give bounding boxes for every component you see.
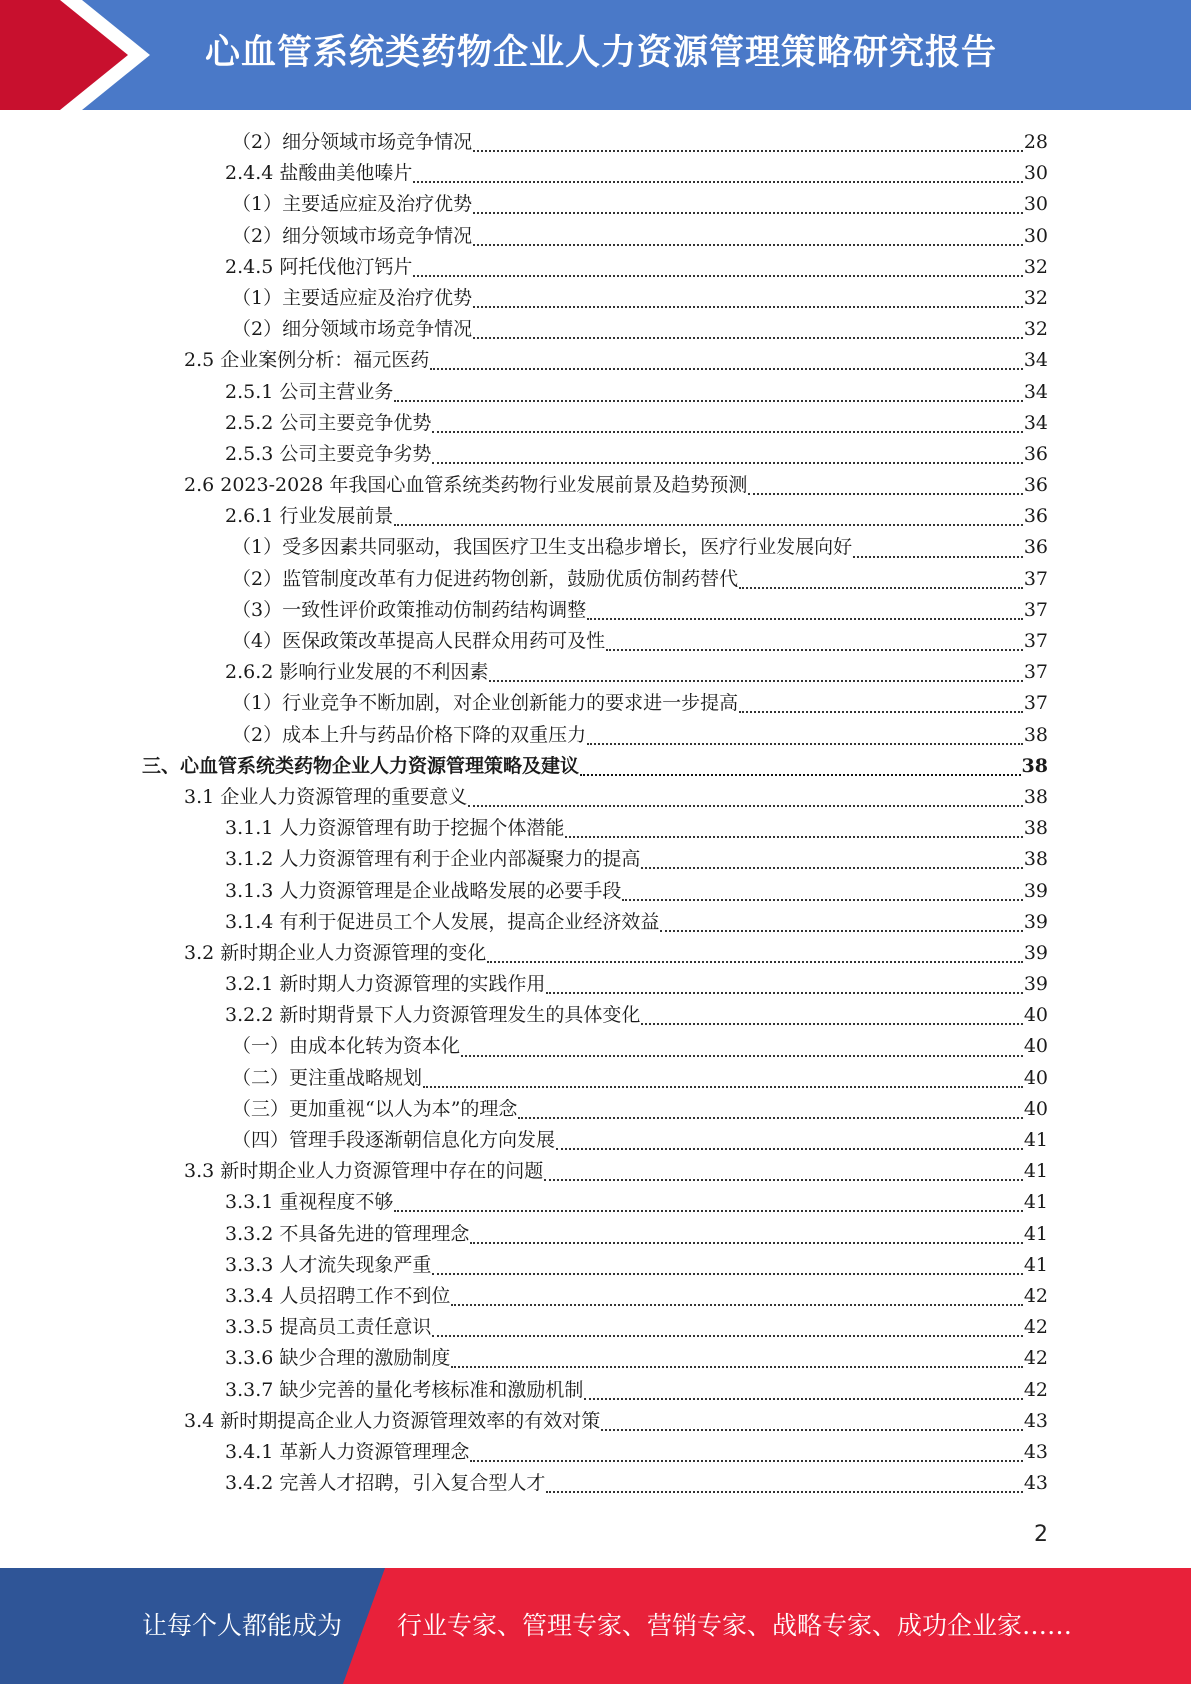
toc-dot-leader <box>451 1365 1022 1368</box>
toc-entry-page: 41 <box>1023 1191 1048 1214</box>
toc-entry-page: 36 <box>1023 505 1048 528</box>
toc-dot-leader <box>641 1022 1022 1025</box>
toc-entry[interactable] <box>0 844 1191 875</box>
toc-entry[interactable] <box>0 1031 1191 1062</box>
toc-dot-leader <box>622 898 1022 901</box>
toc-dot-leader <box>451 1303 1022 1306</box>
toc-entry-page: 40 <box>1023 1035 1048 1058</box>
toc-entry[interactable] <box>0 1250 1191 1281</box>
toc-entry[interactable] <box>0 626 1191 657</box>
toc-entry[interactable] <box>0 1187 1191 1218</box>
toc-entry[interactable] <box>0 283 1191 314</box>
toc-entry-title: 3.4.2 完善人才招聘，引入复合型人才 <box>225 1472 546 1495</box>
toc-entry-page: 42 <box>1023 1316 1048 1339</box>
toc-dot-leader <box>468 804 1023 807</box>
toc-entry-page: 41 <box>1023 1222 1048 1245</box>
toc-entry-title: （2）细分领域市场竞争情况 <box>232 131 473 153</box>
toc-dot-leader <box>584 1397 1022 1400</box>
toc-dot-leader <box>473 336 1023 339</box>
toc-dot-leader <box>565 835 1022 838</box>
toc-entry-title: 2.5.3 公司主要竞争劣势 <box>225 442 432 465</box>
toc-dot-leader <box>432 1334 1022 1337</box>
toc-entry-page: 42 <box>1023 1284 1048 1307</box>
toc-dot-leader <box>394 1209 1022 1212</box>
toc-entry-title: 3.1.3 人力资源管理是企业战略发展的必要手段 <box>225 879 622 902</box>
toc-entry-title: 3.2.2 新时期背景下人力资源管理发生的具体变化 <box>225 1004 641 1027</box>
toc-entry-title: 3.3.6 缺少合理的激励制度 <box>225 1347 451 1370</box>
toc-entry-page: 37 <box>1023 692 1048 715</box>
toc-entry-page: 40 <box>1023 1097 1048 1120</box>
toc-entry[interactable] <box>0 221 1191 252</box>
toc-entry-title: 2.5.2 公司主要竞争优势 <box>225 411 432 434</box>
toc-dot-leader <box>546 991 1022 994</box>
toc-entry-page: 36 <box>1023 442 1048 465</box>
toc-entry-title: 3.3.3 人才流失现象严重 <box>225 1253 432 1276</box>
toc-dot-leader <box>489 679 1022 682</box>
toc-entry-page: 32 <box>1023 286 1048 309</box>
toc-entry[interactable] <box>0 1156 1191 1187</box>
toc-entry-page: 41 <box>1023 1253 1048 1276</box>
toc-entry-page: 30 <box>1023 162 1048 185</box>
toc-entry-title: （2）细分领域市场竞争情况 <box>232 224 473 247</box>
toc-entry[interactable] <box>0 1406 1191 1437</box>
toc-dot-leader <box>470 1459 1022 1462</box>
toc-dot-leader <box>423 1085 1023 1088</box>
toc-entry-title: 3.1.1 人力资源管理有助于挖掘个体潜能 <box>225 817 565 840</box>
toc-dot-leader <box>580 773 1021 776</box>
toc-entry-title: （3）一致性评价政策推动仿制药结构调整 <box>232 598 587 621</box>
toc-dot-leader <box>432 461 1022 464</box>
toc-entry-title: （2）成本上升与药品价格下降的双重压力 <box>232 723 587 746</box>
toc-dot-leader <box>739 586 1023 589</box>
toc-dot-leader <box>518 1116 1022 1119</box>
toc-entry-page: 43 <box>1023 1409 1048 1432</box>
toc-entry[interactable] <box>0 813 1191 844</box>
report-title: 心血管系统类药物企业人力资源管理策略研究报告 <box>205 33 998 73</box>
toc-entry[interactable] <box>0 345 1191 376</box>
toc-entry-page: 38 <box>1023 723 1048 746</box>
toc-entry-title: （四）管理手段逐渐朝信息化方向发展 <box>232 1129 556 1151</box>
toc-entry-title: （一）由成本化转为资本化 <box>232 1035 461 1058</box>
toc-entry-title: 2.6 2023-2028 年我国心血管系统类药物行业发展前景及趋势预测 <box>184 474 748 497</box>
toc-entry-page: 43 <box>1023 1440 1048 1463</box>
toc-entry-page: 38 <box>1023 817 1048 840</box>
toc-entry[interactable] <box>0 782 1191 813</box>
toc-entry-title: 2.6.2 影响行业发展的不利因素 <box>225 661 489 684</box>
toc-dot-leader <box>473 149 1023 152</box>
toc-dot-leader <box>544 1178 1023 1181</box>
toc-entry-page: 37 <box>1023 661 1048 684</box>
toc-entry[interactable] <box>0 501 1191 532</box>
toc-entry[interactable] <box>0 720 1191 751</box>
page-number: 2 <box>1034 1522 1048 1547</box>
toc-dot-leader <box>748 492 1022 495</box>
toc-dot-leader <box>470 1241 1022 1244</box>
toc-entry[interactable] <box>0 127 1191 158</box>
toc-entry-title: （1）受多因素共同驱动，我国医疗卫生支出稳步增长，医疗行业发展向好 <box>232 536 853 559</box>
toc-entry-title: 3.3.1 重视程度不够 <box>225 1191 394 1214</box>
toc-dot-leader <box>413 274 1022 277</box>
toc-entry-page: 37 <box>1023 630 1048 652</box>
toc-entry[interactable] <box>0 1219 1191 1250</box>
toc-entry[interactable] <box>0 1312 1191 1343</box>
toc-entry-page: 41 <box>1023 1129 1048 1151</box>
toc-dot-leader <box>660 929 1022 932</box>
toc-entry-title: 2.6.1 行业发展前景 <box>225 505 394 528</box>
toc-entry-title: 3.3.5 提高员工责任意识 <box>225 1316 432 1339</box>
toc-entry[interactable] <box>0 1094 1191 1125</box>
toc-entry-title: 2.4.5 阿托伐他汀钙片 <box>225 255 413 278</box>
toc-entry[interactable] <box>0 158 1191 189</box>
toc-dot-leader <box>487 960 1023 963</box>
toc-dot-leader <box>473 305 1023 308</box>
toc-entry[interactable] <box>0 377 1191 408</box>
toc-dot-leader <box>739 710 1023 713</box>
toc-dot-leader <box>430 367 1023 370</box>
toc-dot-leader <box>473 243 1023 246</box>
toc-entry-page: 36 <box>1023 474 1048 497</box>
toc-entry-title: 2.4.4 盐酸曲美他嗪片 <box>225 162 413 185</box>
toc-entry-title: （三）更加重视“以人为本”的理念 <box>232 1097 518 1120</box>
toc-entry-title: 3.3.7 缺少完善的量化考核标准和激励机制 <box>225 1378 584 1401</box>
toc-dot-leader <box>473 211 1023 214</box>
toc-entry-page: 32 <box>1023 318 1048 341</box>
toc-dot-leader <box>461 1054 1023 1057</box>
toc-entry-page: 32 <box>1023 255 1048 278</box>
toc-entry-page: 39 <box>1023 910 1048 933</box>
toc-entry-title: 3.3.2 不具备先进的管理理念 <box>225 1222 470 1245</box>
toc-entry-title: 2.5.1 公司主营业务 <box>225 380 394 403</box>
toc-entry-page: 37 <box>1023 598 1048 621</box>
toc-entry-page: 43 <box>1023 1472 1048 1495</box>
toc-entry-title: 3.3 新时期企业人力资源管理中存在的问题 <box>184 1160 544 1183</box>
toc-entry-title: （1）主要适应症及治疗优势 <box>232 286 473 309</box>
toc-dot-leader <box>601 1428 1023 1431</box>
toc-dot-leader <box>394 399 1022 402</box>
footer-banner <box>0 1568 1191 1684</box>
toc-entry-page: 42 <box>1023 1347 1048 1370</box>
toc-entry-page: 41 <box>1023 1160 1048 1183</box>
toc-entry[interactable] <box>0 1000 1191 1031</box>
toc-entry[interactable] <box>0 1063 1191 1094</box>
toc-dot-leader <box>641 866 1022 869</box>
toc-entry-title: 3.2.1 新时期人力资源管理的实践作用 <box>225 973 546 996</box>
toc-entry-title: 3.2 新时期企业人力资源管理的变化 <box>184 941 487 964</box>
toc-entry[interactable] <box>0 907 1191 938</box>
toc-entry[interactable] <box>0 252 1191 283</box>
toc-entry[interactable] <box>0 938 1191 969</box>
toc-entry-page: 34 <box>1023 349 1048 372</box>
toc-entry-page: 34 <box>1023 411 1048 434</box>
toc-entry[interactable] <box>0 532 1191 563</box>
table-of-contents <box>0 127 1191 1499</box>
toc-entry-page: 42 <box>1023 1378 1048 1401</box>
toc-entry-page: 40 <box>1023 1066 1048 1089</box>
toc-dot-leader <box>853 555 1023 558</box>
toc-entry[interactable] <box>0 1281 1191 1312</box>
toc-entry-title: （4）医保政策改革提高人民群众用药可及性 <box>232 630 606 652</box>
toc-entry[interactable] <box>0 1125 1191 1156</box>
toc-entry[interactable] <box>0 408 1191 439</box>
toc-dot-leader <box>394 523 1022 526</box>
footer-slogan-left: 让每个人都能成为 <box>142 1611 343 1640</box>
toc-entry[interactable] <box>0 1468 1191 1499</box>
toc-entry-page: 30 <box>1023 224 1048 247</box>
toc-entry-page: 37 <box>1023 567 1048 590</box>
toc-entry-page: 39 <box>1023 941 1048 964</box>
toc-entry-title: 3.4 新时期提高企业人力资源管理效率的有效对策 <box>184 1409 601 1432</box>
toc-dot-leader <box>587 617 1023 620</box>
toc-dot-leader <box>587 742 1023 745</box>
toc-dot-leader <box>432 1272 1022 1275</box>
toc-entry[interactable] <box>0 314 1191 345</box>
toc-entry[interactable] <box>0 1437 1191 1468</box>
toc-entry[interactable] <box>0 876 1191 907</box>
toc-entry[interactable] <box>0 657 1191 688</box>
toc-dot-leader <box>606 648 1023 651</box>
toc-entry-title: 3.4.1 革新人力资源管理理念 <box>225 1440 470 1463</box>
toc-entry[interactable] <box>0 1343 1191 1374</box>
toc-dot-leader <box>413 180 1022 183</box>
toc-entry-page: 39 <box>1023 879 1048 902</box>
toc-entry-page: 38 <box>1023 785 1048 808</box>
toc-dot-leader <box>546 1490 1022 1493</box>
toc-dot-leader <box>432 430 1022 433</box>
header-banner <box>0 0 1191 110</box>
toc-entry-title: （二）更注重战略规划 <box>232 1066 423 1089</box>
toc-entry[interactable] <box>0 751 1191 782</box>
toc-entry-title: 3.3.4 人员招聘工作不到位 <box>225 1284 451 1307</box>
toc-entry[interactable] <box>0 688 1191 719</box>
toc-entry-title: 三、心血管系统类药物企业人力资源管理策略及建议 <box>142 754 580 777</box>
toc-entry-title: （2）细分领域市场竞争情况 <box>232 318 473 341</box>
toc-entry[interactable] <box>0 969 1191 1000</box>
toc-entry[interactable] <box>0 564 1191 595</box>
toc-entry-page: 39 <box>1023 973 1048 996</box>
toc-entry[interactable] <box>0 595 1191 626</box>
toc-entry-title: （1）主要适应症及治疗优势 <box>232 193 473 216</box>
toc-entry-title: （2）监管制度改革有力促进药物创新，鼓励优质仿制药替代 <box>232 567 739 590</box>
toc-dot-leader <box>556 1147 1023 1150</box>
footer-slogan-right: 行业专家、管理专家、营销专家、战略专家、成功企业家…… <box>397 1611 1073 1640</box>
toc-entry-title: （1）行业竞争不断加剧，对企业创新能力的要求进一步提高 <box>232 692 739 715</box>
toc-entry[interactable] <box>0 470 1191 501</box>
toc-entry-page: 28 <box>1023 131 1048 153</box>
toc-entry-page: 40 <box>1023 1004 1048 1027</box>
toc-entry-page: 36 <box>1023 536 1048 559</box>
toc-entry[interactable] <box>0 439 1191 470</box>
toc-entry[interactable] <box>0 1375 1191 1406</box>
toc-entry-page: 38 <box>1021 754 1048 777</box>
toc-entry-page: 38 <box>1023 848 1048 871</box>
toc-entry-title: 3.1.2 人力资源管理有利于企业内部凝聚力的提高 <box>225 848 641 871</box>
toc-entry-page: 30 <box>1023 193 1048 216</box>
toc-entry-title: 3.1.4 有利于促进员工个人发展，提高企业经济效益 <box>225 910 660 933</box>
toc-entry-page: 34 <box>1023 380 1048 403</box>
toc-entry-title: 2.5 企业案例分析：福元医药 <box>184 349 430 372</box>
toc-entry-title: 3.1 企业人力资源管理的重要意义 <box>184 785 468 808</box>
toc-entry[interactable] <box>0 189 1191 220</box>
